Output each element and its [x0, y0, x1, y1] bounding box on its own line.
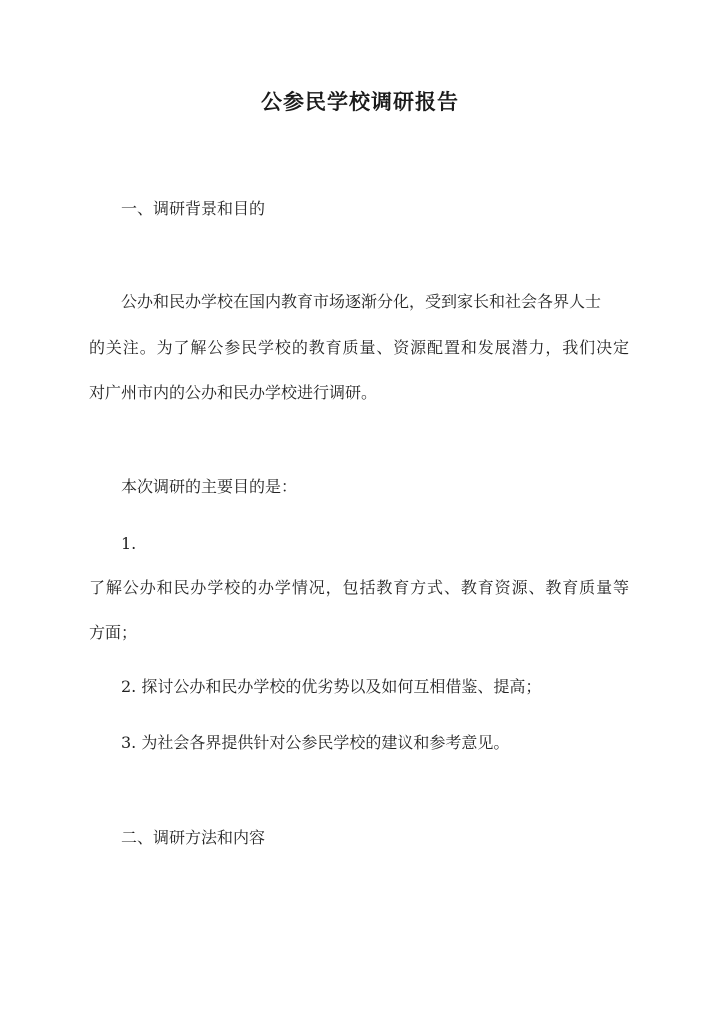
section-heading-background: 一、调研背景和目的	[121, 199, 266, 218]
list-item-text: 方面；	[89, 623, 138, 642]
paragraph-line: 的关注。为了解公参民学校的教育质量、资源配置和发展潜力，我们决定	[89, 338, 629, 357]
list-item: 2. 探讨公办和民办学校的优劣势以及如何互相借鉴、提高；	[121, 677, 542, 696]
aims-intro: 本次调研的主要目的是：	[121, 477, 298, 496]
document-title: 公参民学校调研报告	[261, 89, 459, 114]
paragraph-line: 对广州市内的公办和民办学校进行调研。	[89, 383, 378, 402]
list-item-text: 了解公办和民办学校的办学情况，包括教育方式、教育资源、教育质量等	[89, 578, 629, 597]
list-item-number: 1.	[121, 534, 137, 553]
paragraph-line: 公办和民办学校在国内教育市场逐渐分化，受到家长和社会各界人士	[121, 292, 602, 311]
list-item: 3. 为社会各界提供针对公参民学校的建议和参考意见。	[121, 733, 510, 752]
section-heading-methods: 二、调研方法和内容	[121, 828, 266, 847]
